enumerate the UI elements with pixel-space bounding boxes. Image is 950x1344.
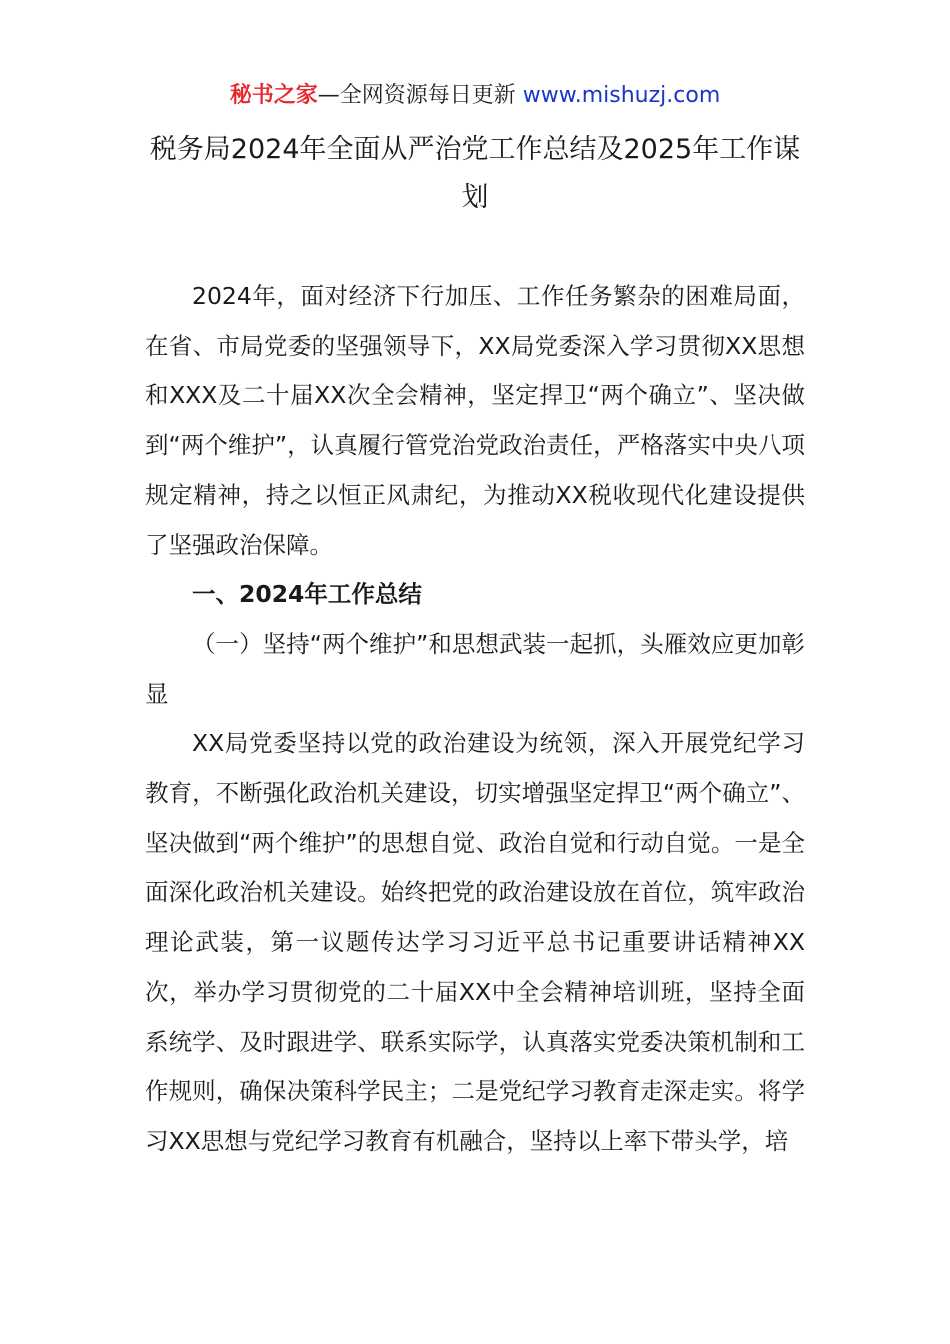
site-brand: 秘书之家: [229, 83, 318, 108]
site-tagline: —全网资源每日更新: [317, 83, 523, 108]
document-title: 税务局2024年全面从严治党工作总结及2025年工作谋划: [149, 134, 801, 213]
subsection-heading: （一）坚持“两个维护”和思想武装一起抓，头雁效应更加彰显: [145, 629, 805, 708]
section-heading: 一、2024年工作总结: [192, 580, 422, 609]
document-body: [145, 272, 805, 1167]
site-header: [0, 80, 950, 112]
site-url-link[interactable]: www.mishuzj.com: [522, 83, 721, 108]
intro-paragraph: 2024年，面对经济下行加压、工作任务繁杂的困难局面，在省、市局党委的坚强领导下，XX局党委深入学习贯彻XX思想和XXX及二十届XX次全会精神，坚定捍卫“两个确立”、坚决做到“两个维护”，认真履行管党治党政治责任，严格落实中央八项规定精神，持之以恒正风肃纪，为推动XX税收现代化建设提供了坚强政治保障。: [145, 282, 805, 559]
body-paragraph: XX局党委坚持以党的政治建设为统领，深入开展党纪学习教育，不断强化政治机关建设，切实增强坚定捍卫“两个确立”、坚决做到“两个维护”的思想自觉、政治自觉和行动自觉。一是全面深化政治机关建设。始终把党的政治建设放在首位，筑牢政治理论武装，第一议题传达学习习近平总书记重要讲话精神XX次，举办学习贯彻党的二十届XX中全会精神培训班，坚持全面系统学、及时跟进学、联系实际学，认真落实党委决策机制和工作规则，确保决策科学民主；二是党纪学习教育走深走实。将学习XX思想与党纪学习教育有机融合，坚持以上率下带头学，培: [145, 729, 805, 1155]
